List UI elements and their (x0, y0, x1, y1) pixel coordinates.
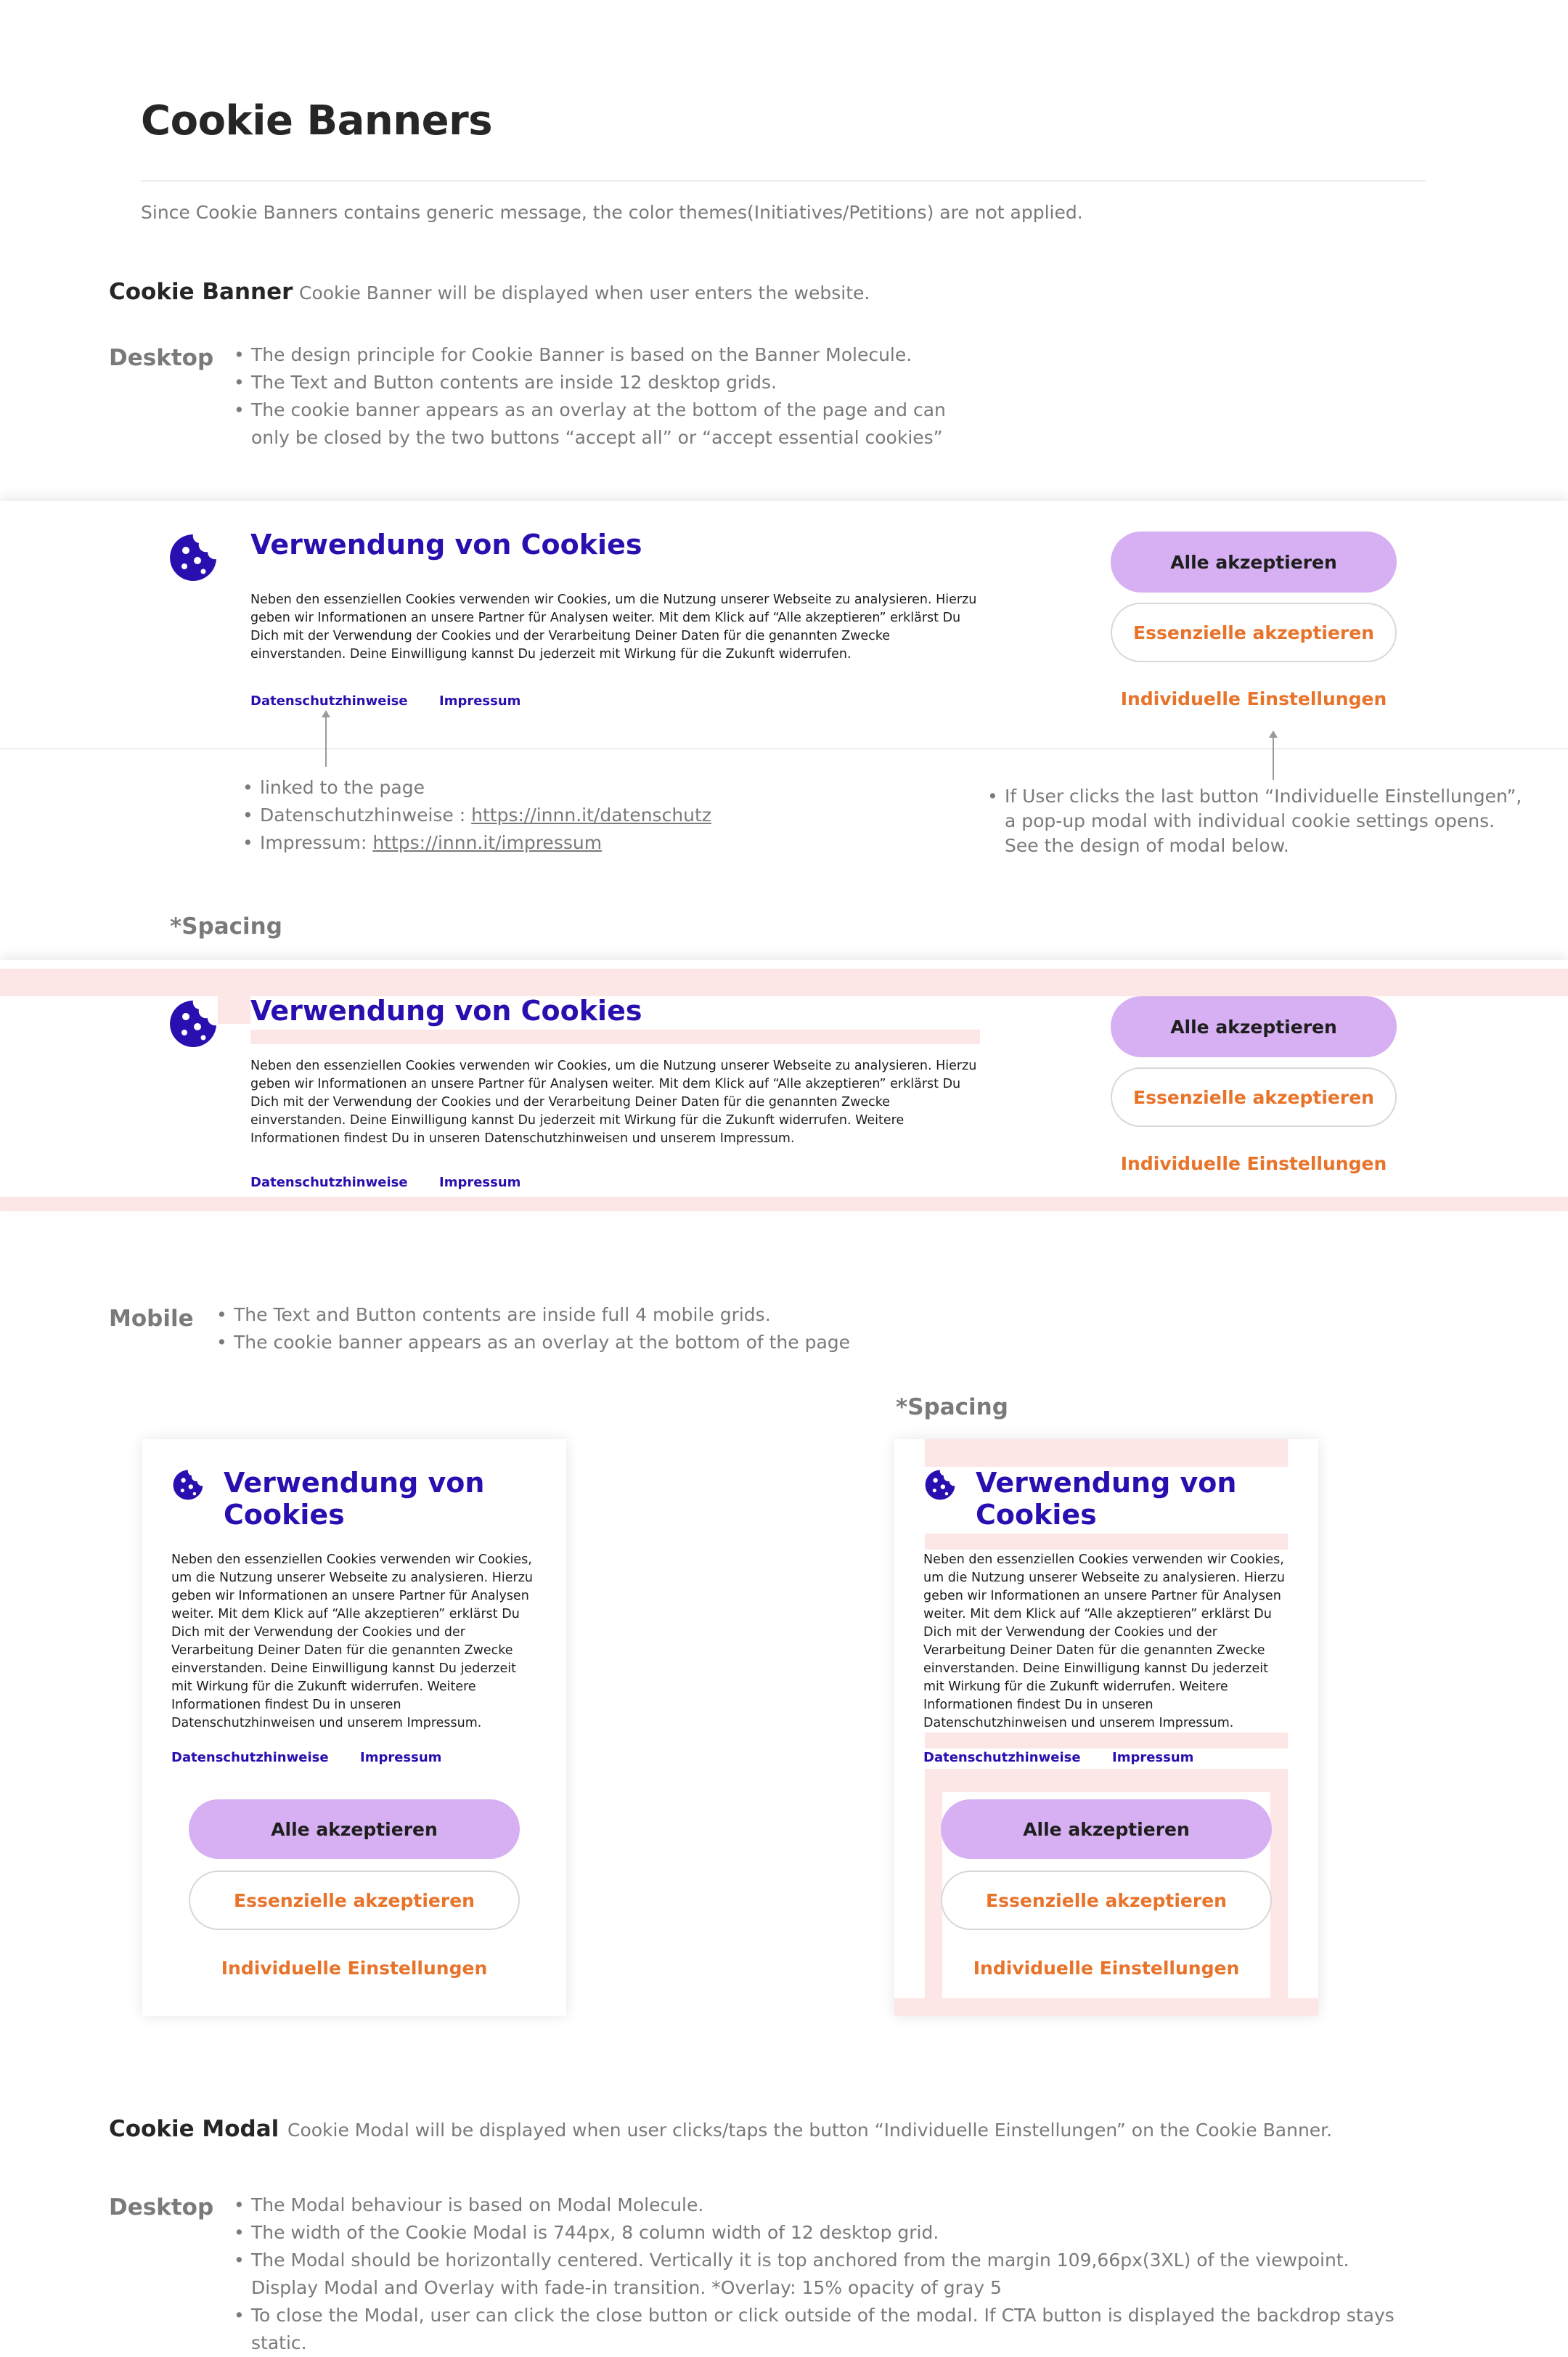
list-item: • Impressum: https://innn.it/impressum (242, 829, 823, 857)
privacy-link[interactable]: Datenschutzhinweise (250, 693, 408, 709)
privacy-url-link[interactable]: https://innn.it/datenschutz (471, 805, 711, 826)
spacing-top (0, 969, 1568, 996)
modal-bullets (234, 2191, 1540, 2357)
list-item: • The Modal behaviour is based on Modal Molecule. (234, 2191, 1540, 2219)
spacing-heading-gap (250, 1030, 980, 1044)
spacing-right (1270, 1792, 1288, 2010)
banner-body: Neben den essenziellen Cookies verwenden wir Cookies, um die Nutzung unserer Webseite zu analysieren. Hierzu geben wir Informationen an unsere Partner für Analysen weiter. Mit dem Klick auf “Alle akzeptieren” erklärst Du Dich mit der Verwendung der Cookies und der Verarbeitung Deiner Daten für die genannten Zwecke einverstanden. Deine Einwilligung kannst Du jederzeit mit Wirkung für die Zukunft widerrufen. Weitere Informationen findest Du in unseren Datenschutzhinweisen und unserem Impressum. (171, 1552, 533, 1730)
banner-heading: Verwendung von Cookies (250, 529, 642, 561)
accept-all-button[interactable]: Alle akzeptieren (189, 1799, 520, 1859)
section-desc-modal: Cookie Modal will be displayed when user clicks/taps the button “Individuelle Einstellungen” on the Cookie Banner. (287, 2120, 1333, 2141)
individual-settings-button[interactable]: Individuelle Einstellungen (1120, 1153, 1387, 1174)
banner-heading: Verwendung von Cookies (250, 995, 642, 1027)
mobile-cookie-banner (142, 1439, 566, 2016)
mobile-cookie-banner-spacing (894, 1439, 1318, 2016)
list-item: • static. (234, 2329, 1540, 2357)
list-item: • The cookie banner appears as an overlay at the bottom of the page and can (234, 396, 1032, 424)
imprint-url-link[interactable]: https://innn.it/impressum (372, 832, 603, 853)
spacing-links-gap (925, 1769, 1288, 1792)
section-title-banner: Cookie Banner (109, 279, 293, 305)
accept-all-button[interactable]: Alle akzeptieren (941, 1799, 1272, 1859)
banner-bottom-divider (0, 748, 1568, 749)
imprint-link[interactable]: Impressum (439, 1175, 521, 1190)
banner-heading: Verwendung von Cookies (976, 1467, 1237, 1531)
cookie-icon (167, 998, 219, 1050)
banner-heading: Verwendung von Cookies (224, 1467, 485, 1531)
list-item: • Display Modal and Overlay with fade-in transition. *Overlay: 15% opacity of gray 5 (234, 2274, 1540, 2302)
cookie-icon (923, 1468, 957, 1502)
list-item: • Datenschutzhinweise : https://innn.it/datenschutz (242, 802, 823, 829)
accept-essential-button[interactable]: Essenzielle akzeptieren (941, 1870, 1272, 1930)
spacing-left (925, 1792, 942, 2010)
title-divider (141, 180, 1426, 182)
cookie-icon (167, 532, 219, 584)
spacing-top (925, 1439, 1288, 1467)
page-title: Cookie Banners (141, 97, 493, 144)
section-title-modal: Cookie Modal (109, 2116, 279, 2142)
list-item: • See the design of modal below. (987, 834, 1539, 858)
individual-settings-button[interactable]: Individuelle Einstellungen (973, 1958, 1240, 1979)
list-item: • To close the Modal, user can click the close button or click outside of the modal. If CTA button is displayed the backdrop stays (234, 2302, 1540, 2329)
desktop-cookie-banner (0, 501, 1568, 748)
imprint-link[interactable]: Impressum (360, 1750, 442, 1765)
imprint-link[interactable]: Impressum (439, 693, 521, 709)
accept-essential-button[interactable]: Essenzielle akzeptieren (1111, 1067, 1397, 1127)
section-desc-banner: Cookie Banner will be displayed when user enters the website. (299, 282, 870, 304)
individual-settings-button[interactable]: Individuelle Einstellungen (1120, 688, 1387, 709)
list-item: • The width of the Cookie Modal is 744px, 8 column width of 12 desktop grid. (234, 2219, 1540, 2247)
accept-all-button[interactable]: Alle akzeptieren (1111, 996, 1397, 1057)
individual-annotation (987, 784, 1539, 858)
page-intro: Since Cookie Banners contains generic message, the color themes(Initiatives/Petitions) are not applied. (141, 202, 1083, 223)
desktop-label: Desktop (109, 345, 214, 371)
accept-essential-button[interactable]: Essenzielle akzeptieren (189, 1870, 520, 1930)
cookie-icon (171, 1468, 205, 1502)
list-item: • linked to the page (242, 774, 823, 802)
privacy-link[interactable]: Datenschutzhinweise (923, 1750, 1081, 1765)
modal-desktop-label: Desktop (109, 2194, 214, 2220)
imprint-link[interactable]: Impressum (1112, 1750, 1194, 1765)
spacing-heading-gap (925, 1534, 1288, 1550)
mobile-label: Mobile (109, 1306, 194, 1332)
individual-settings-button[interactable]: Individuelle Einstellungen (221, 1958, 488, 1979)
banner-body: Neben den essenziellen Cookies verwenden wir Cookies, um die Nutzung unserer Webseite zu analysieren. Hierzu geben wir Informationen an unsere Partner für Analysen weiter. Mit dem Klick auf “Alle akzeptieren” erklärst Du Dich mit der Verwendung der Cookies und der Verarbeitung Deiner Daten für die genannten Zwecke einverstanden. Deine Einwilligung kannst Du jederzeit mit Wirkung für die Zukunft widerrufen. Weitere Informationen findest Du in unseren Datenschutzhinweisen und unserem Impressum. (923, 1552, 1285, 1730)
arrow-line (325, 716, 327, 767)
desktop-cookie-banner-spacing (0, 960, 1568, 1211)
spacing-body-gap (925, 1733, 1288, 1749)
spacing-label: *Spacing (170, 913, 282, 940)
spacing-bottom (894, 1998, 1318, 2016)
banner-body: Neben den essenziellen Cookies verwenden wir Cookies, um die Nutzung unserer Webseite zu analysieren. Hierzu geben wir Informationen an unsere Partner für Analysen weiter. Mit dem Klick auf “Alle akzeptieren” erklärst Du Dich mit der Verwendung der Cookies und der Verarbeitung Deiner Daten für die genannten Zwecke einverstanden. Deine Einwilligung kannst Du jederzeit mit Wirkung für die Zukunft widerrufen. Weitere Informationen findest Du in unseren Datenschutzhinweisen und unserem Impressum. (250, 1059, 977, 1146)
spacing-bottom (0, 1197, 1568, 1211)
list-item: • The Modal should be horizontally centered. Vertically it is top anchored from the margin 109,66px(3XL) of the viewpoint. (234, 2247, 1540, 2274)
privacy-link[interactable]: Datenschutzhinweise (250, 1175, 408, 1190)
banner-body: Neben den essenziellen Cookies verwenden wir Cookies, um die Nutzung unserer Webseite zu analysieren. Hierzu geben wir Informationen an unsere Partner für Analysen weiter. Mit dem Klick auf “Alle akzeptieren” erklärst Du Dich mit der Verwendung der Cookies und der Verarbeitung Deiner Daten für die genannten Zwecke einverstanden. Deine Einwilligung kannst Du jederzeit mit Wirkung für die Zukunft widerrufen. (250, 593, 977, 661)
desktop-bullets (234, 341, 1032, 452)
list-item: • The Text and Button contents are inside full 4 mobile grids. (216, 1301, 942, 1329)
arrow-line (1273, 736, 1274, 780)
accept-essential-button[interactable]: Essenzielle akzeptieren (1111, 603, 1397, 662)
list-item: • The cookie banner appears as an overlay at the bottom of the page (216, 1329, 942, 1356)
list-item: • If User clicks the last button “Individuelle Einstellungen”, (987, 784, 1539, 809)
accept-all-button[interactable]: Alle akzeptieren (1111, 532, 1397, 593)
links-annotation (242, 774, 823, 857)
spacing-label-mobile: *Spacing (896, 1394, 1008, 1420)
list-item: • The Text and Button contents are inside 12 desktop grids. (234, 369, 1032, 396)
list-item: • only be closed by the two buttons “accept all” or “accept essential cookies” (234, 424, 1032, 452)
list-item: • a pop-up modal with individual cookie settings opens. (987, 809, 1539, 834)
mobile-bullets (216, 1301, 942, 1356)
privacy-link[interactable]: Datenschutzhinweise (171, 1750, 329, 1765)
spacing-icon-gap (218, 996, 250, 1024)
list-item: • The design principle for Cookie Banner is based on the Banner Molecule. (234, 341, 1032, 369)
